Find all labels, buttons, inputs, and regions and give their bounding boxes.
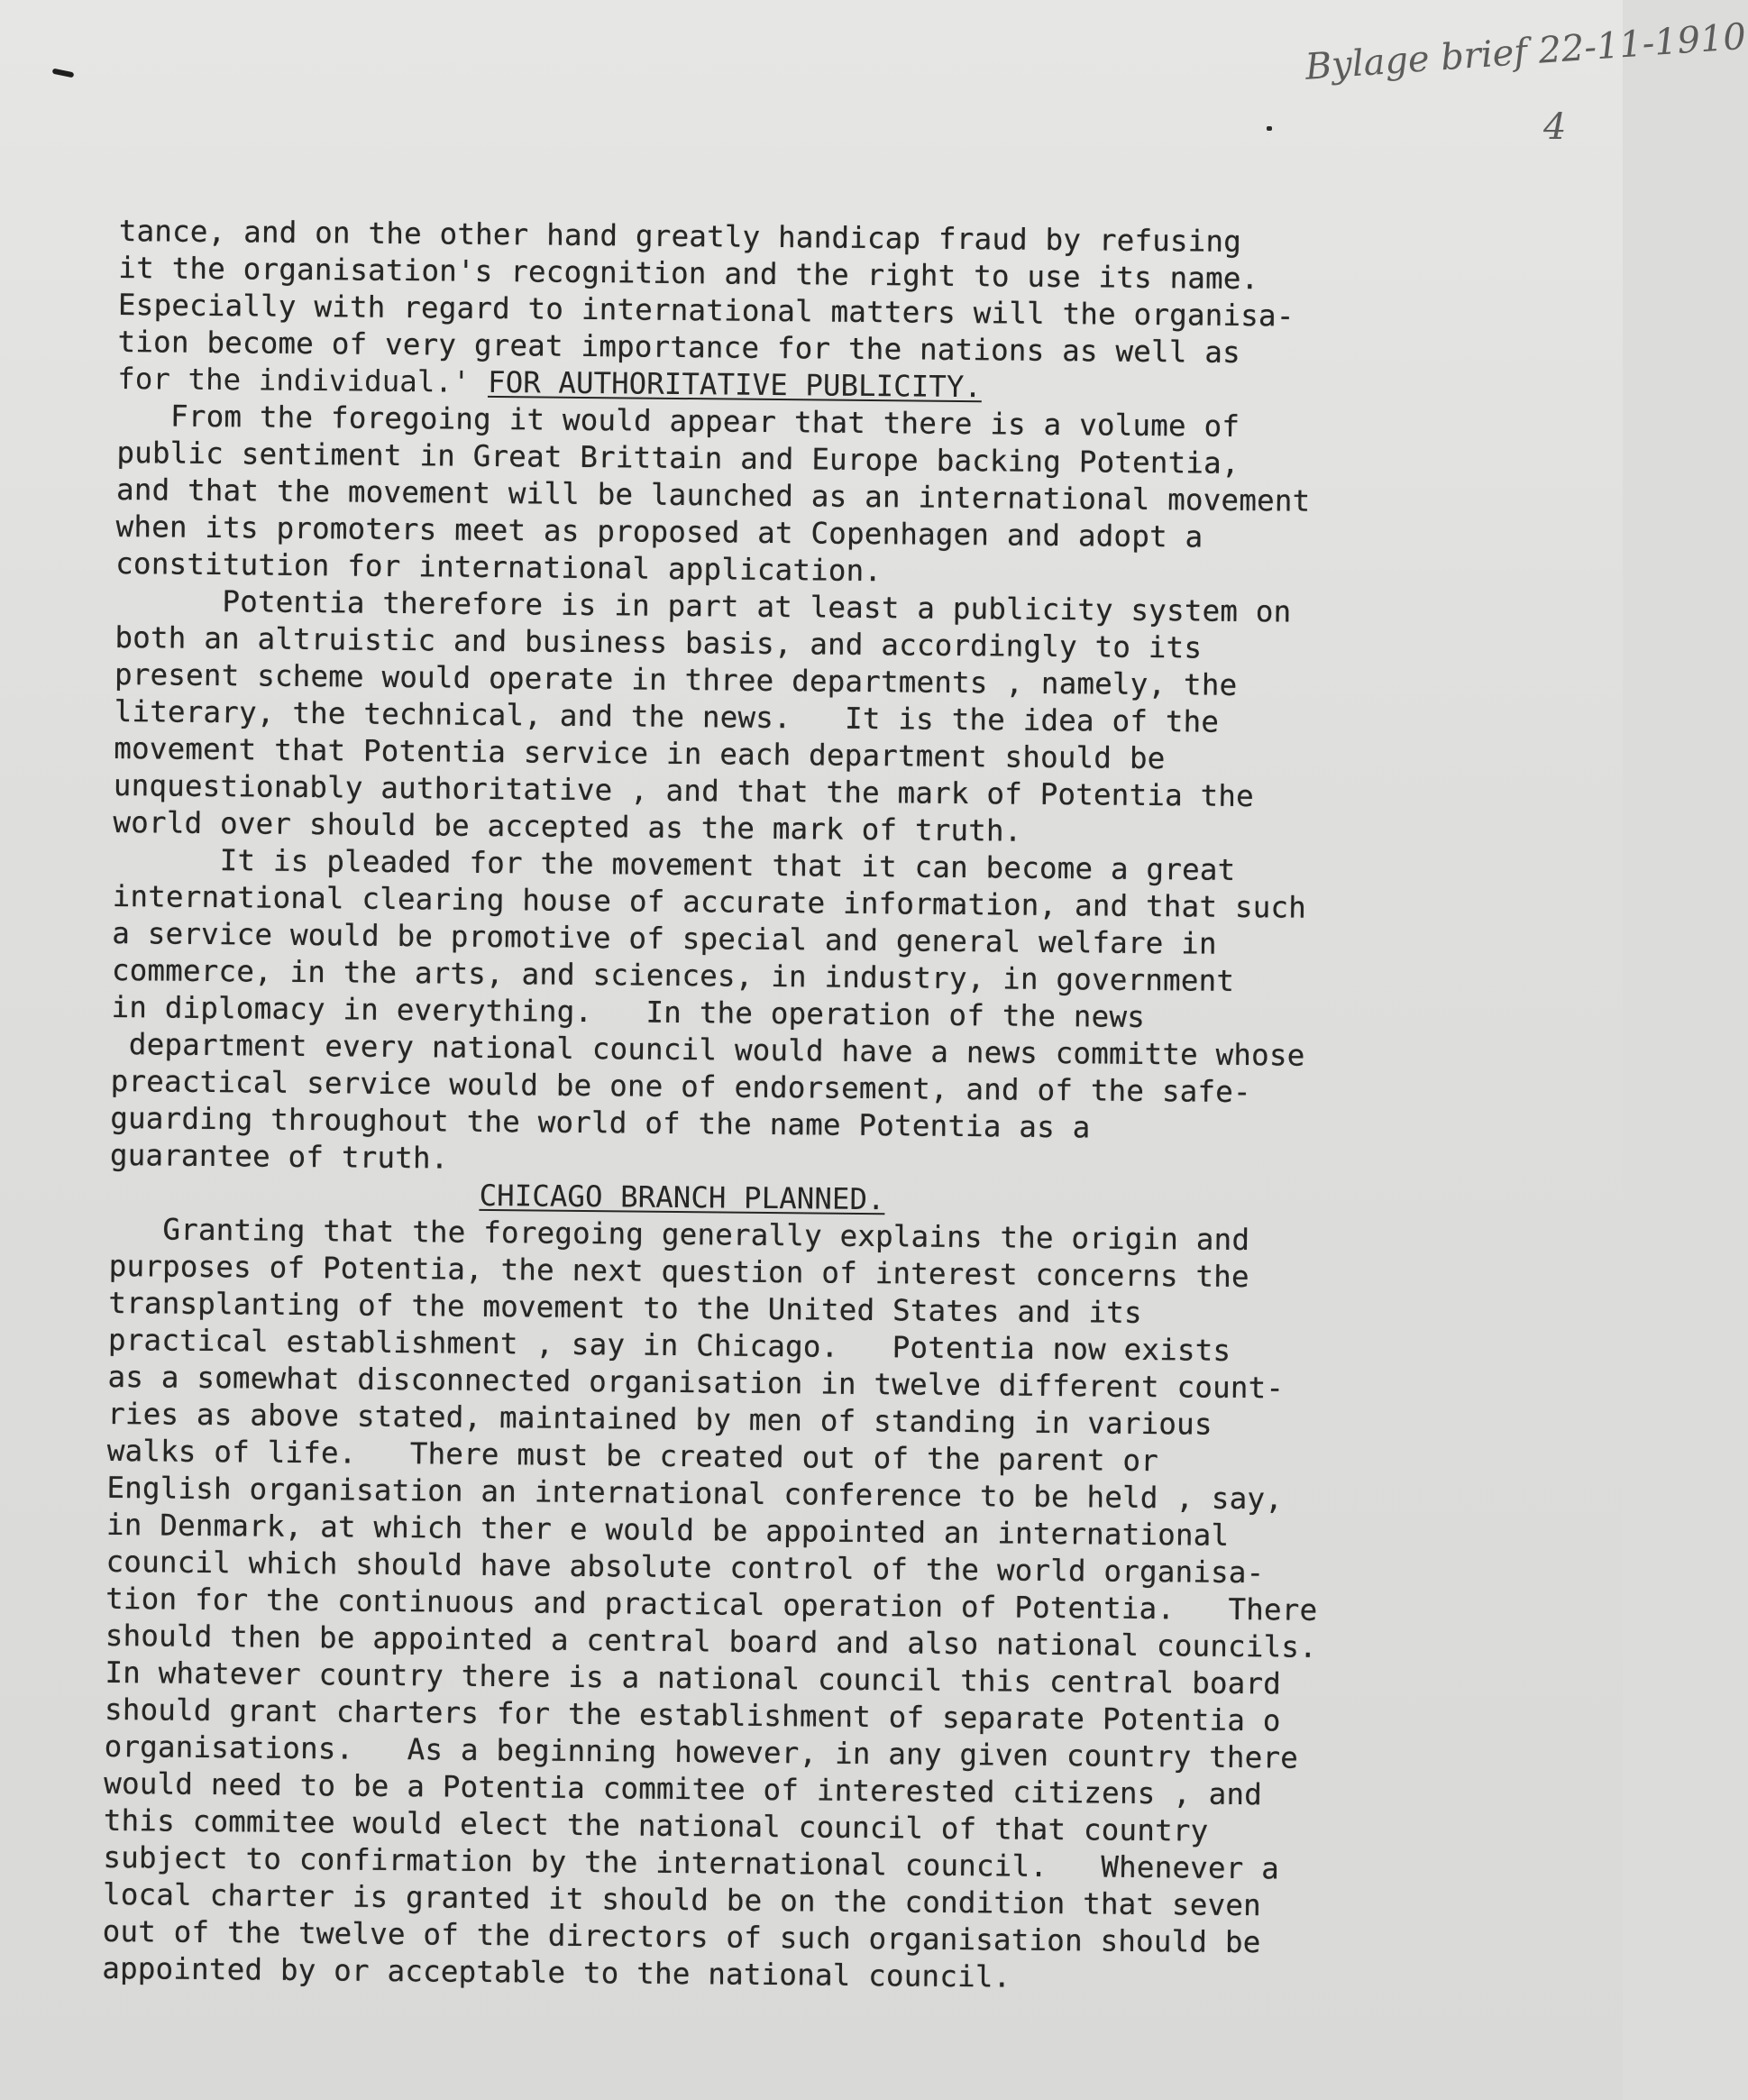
text-line: unquestionably authoritative , and that the mark of Potentia the bbox=[113, 767, 1255, 814]
page-number: 4 bbox=[1543, 106, 1567, 148]
text-line: subject to confirmation by the international council. Whenever a bbox=[103, 1839, 1280, 1886]
text-line: this commitee would elect the national council of that country bbox=[103, 1802, 1209, 1848]
text-line: and that the movement will be launched as an international movement bbox=[115, 472, 1311, 518]
text-line: transplanting of the movement to the United States and its bbox=[108, 1285, 1142, 1330]
ink-speck bbox=[1267, 126, 1272, 131]
text-line: practical establishment , say in Chicago. Potentia now exists bbox=[107, 1322, 1231, 1368]
text-line: a service would be promotive of special and general welfare in bbox=[112, 915, 1218, 961]
text-line: should grant charters for the establishment of separate Potentia o bbox=[104, 1692, 1281, 1738]
text-line: tion for the continuous and practical operation of Potentia. There bbox=[105, 1581, 1318, 1628]
section-heading-authoritative-publicity: FOR AUTHORITATIVE PUBLICITY. bbox=[487, 364, 983, 405]
text-line: department every national council would have a news committe whose bbox=[110, 1026, 1305, 1073]
handwritten-annotation: Bylage brief 22-11-1910 bbox=[1304, 15, 1748, 88]
text-line: guarantee of truth. bbox=[109, 1137, 449, 1176]
text-line: Granting that the foregoing generally explains the origin and bbox=[108, 1211, 1250, 1258]
text-line: public sentiment in Great Brittain and Europe backing Potentia, bbox=[116, 435, 1240, 481]
text-line: it the organisation's recognition and the right to use its name. bbox=[118, 250, 1259, 297]
text-line: in Denmark, at which ther e would be appointed an international bbox=[105, 1507, 1230, 1553]
text-line: in diplomacy in everything. In the operation of the news bbox=[111, 989, 1146, 1034]
section-heading-chicago-branch: CHICAGO BRANCH PLANNED. bbox=[479, 1178, 885, 1217]
text-line: Potentia therefore is in part at least a publicity system on bbox=[114, 582, 1292, 629]
text-line: guarding throughout the world of the name Potentia as a bbox=[110, 1100, 1091, 1145]
text-line: constitution for international application. bbox=[115, 546, 883, 589]
text-line: world over should be accepted as the mark of truth. bbox=[113, 804, 1022, 848]
text-line: purposes of Potentia, the next question of interest concerns the bbox=[108, 1248, 1249, 1295]
typed-body-text bbox=[101, 213, 1525, 2084]
text-line: preactical service would be one of endorsement, and of the safe- bbox=[110, 1063, 1251, 1110]
text-line: present scheme would operate in three departments , namely, the bbox=[114, 656, 1238, 702]
text-line: tance, and on the other hand greatly handicap fraud by refusing bbox=[118, 213, 1242, 259]
text-line: walks of life. There must be created out of the parent or bbox=[106, 1433, 1159, 1479]
text-line: both an altruistic and business basis, and accordingly to its bbox=[114, 619, 1203, 665]
text-line: should then be appointed a central board and also national councils. bbox=[105, 1618, 1318, 1664]
text-line: ries as above stated, maintained by men of standing in various bbox=[107, 1396, 1213, 1442]
text-fragment: for the individual.' bbox=[117, 361, 489, 399]
text-line: out of the twelve of the directors of such organisation should be bbox=[102, 1913, 1261, 1960]
text-line: international clearing house of accurate information, and that such bbox=[112, 878, 1307, 925]
text-line: would need to be a Potentia commitee of interested citizens , and bbox=[104, 1765, 1263, 1812]
text-line: From the foregoing it would appear that there is a volume of bbox=[116, 398, 1240, 444]
text-line: English organisation an international conference to be held , say, bbox=[106, 1470, 1284, 1517]
text-line: It is pleaded for the movement that it can become a great bbox=[112, 841, 1236, 887]
text-line: Especially with regard to international matters will the organisa- bbox=[117, 287, 1295, 334]
text-line: as a somewhat disconnected organisation in twelve different count- bbox=[107, 1359, 1285, 1406]
text-line: when its promoters meet as proposed at Copenhagen and adopt a bbox=[115, 509, 1203, 555]
text-line: movement that Potentia service in each department should be bbox=[114, 730, 1166, 776]
text-line: tion become of very great importance for the nations as well as bbox=[117, 324, 1241, 370]
text-line: council which should have absolute control of the world organisa- bbox=[105, 1544, 1265, 1591]
ink-mark bbox=[52, 69, 75, 78]
text-line: In whatever country there is a national council this central board bbox=[105, 1655, 1282, 1701]
text-line: appointed by or acceptable to the national council. bbox=[102, 1950, 1011, 1995]
text-line: local charter is granted it should be on the condition that seven bbox=[102, 1876, 1262, 1923]
text-line: commerce, in the arts, and sciences, in industry, in government bbox=[111, 952, 1235, 998]
text-line: organisations. As a beginning however, in any given country there bbox=[104, 1729, 1299, 1775]
text-line: literary, the technical, and the news. It is the idea of the bbox=[114, 693, 1220, 739]
